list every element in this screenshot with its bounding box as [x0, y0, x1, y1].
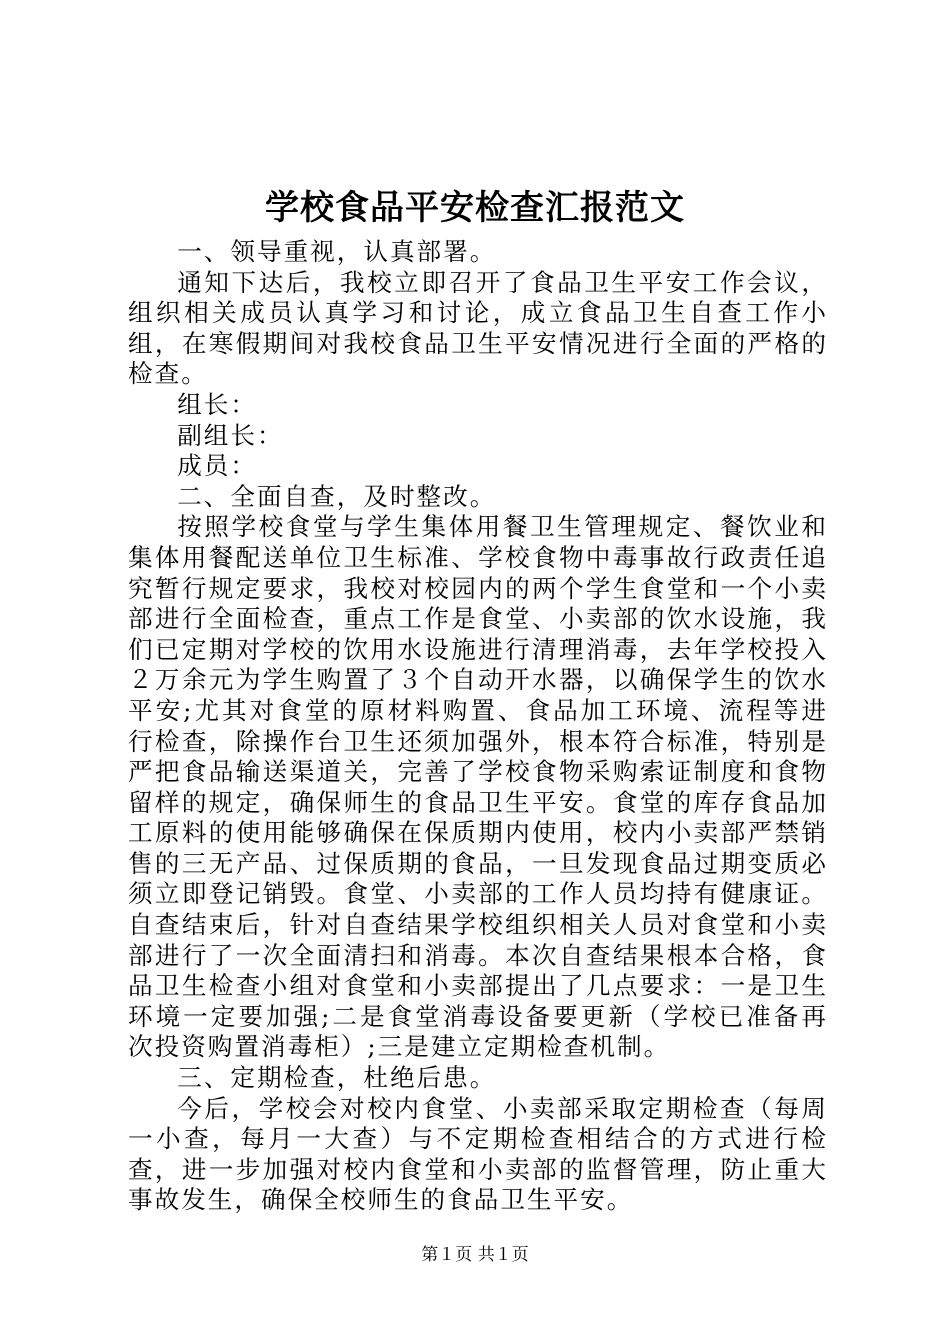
members-line: 成员： [177, 451, 257, 481]
document-title: 学校食品平安检查汇报范文 [265, 188, 685, 228]
document-body [128, 237, 828, 1216]
section-heading-3: 三、定期检查，杜绝后患。 [177, 1063, 497, 1093]
paragraph-inspection: 按照学校食堂与学生集体用餐卫生管理规定、餐饮业和集体用餐配送单位卫生标准、学校食物中毒事故行政责任追究暂行规定要求，我校对校园内的两个学生食堂和一个小卖部进行全面检查，重点工作是食堂、小卖部的饮水设施，我们已定期对学校的饮用水设施进行清理消毒，去年学校投入２万余元为学生购置了３个自动开水器，以确保学生的饮水平安;尤其对食堂的原材料购置、食品加工环境、流程等进行检查，除操作台卫生还须加强外，根本符合标准，特别是严把食品输送渠道关，完善了学校食物采购索证制度和食物留样的规定，确保师生的食品卫生平安。食堂的库存食品加工原料的使用能够确保在保质期内使用，校内小卖部严禁销售的三无产品、过保质期的食品，一旦发现食品过期变质必须立即登记销毁。食堂、小卖部的工作人员均持有健康证。自查结束后，针对自查结果学校组织相关人员对食堂和小卖部进行了一次全面清扫和消毒。本次自查结果根本合格，食品卫生检查小组对食堂和小卖部提出了几点要求：一是卫生环境一定要加强;二是食堂消毒设备要更新（学校已准备再次投资购置消毒柜）;三是建立定期检查机制。 [128, 512, 828, 1062]
paragraph-future: 今后，学校会对校内食堂、小卖部采取定期检查（每周一小查，每月一大查）与不定期检查相结合的方式进行检查，进一步加强对校内食堂和小卖部的监督管理，防止重大事故发生，确保全校师生的食品卫生平安。 [128, 1093, 828, 1215]
section-heading-2: 二、全面自查，及时整改。 [177, 481, 497, 511]
group-leader-line: 组长： [177, 389, 257, 419]
deputy-leader-line: 副组长： [177, 420, 284, 450]
section-heading-1: 一、领导重视，认真部署。 [177, 237, 497, 266]
paragraph-intro: 通知下达后，我校立即召开了食品卫生平安工作会议，组织相关成员认真学习和讨论，成立食品卫生自查工作小组，在寒假期间对我校食品卫生平安情况进行全面的严格的检查。 [128, 267, 828, 389]
page-footer: 第１页 共１页 [421, 1245, 529, 1265]
